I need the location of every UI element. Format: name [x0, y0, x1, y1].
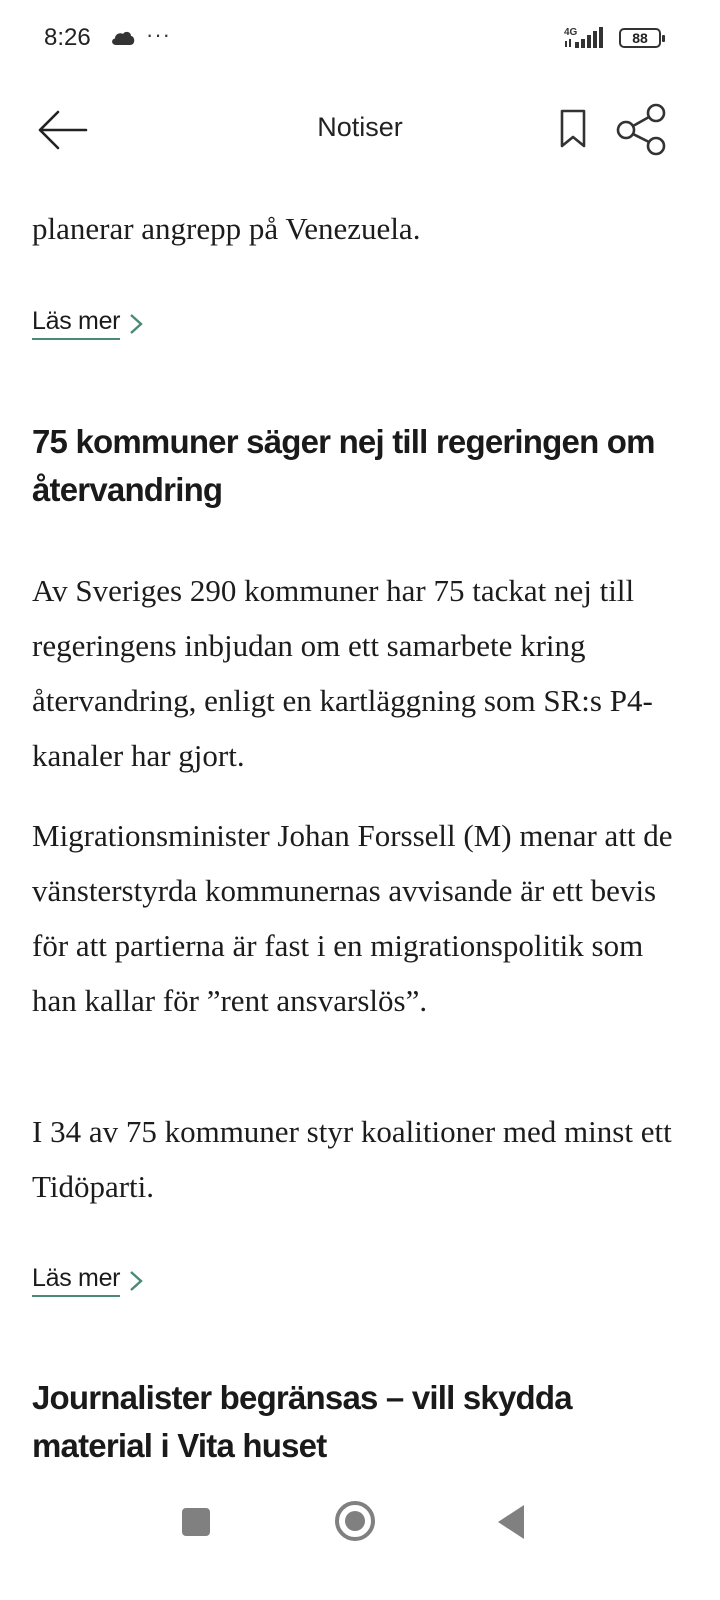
- app-header: [0, 90, 720, 170]
- read-more-link[interactable]: [32, 307, 144, 340]
- share-icon[interactable]: [612, 102, 672, 156]
- article-headline[interactable]: 75 kommuner säger nej till regeringen om återvandring: [32, 423, 655, 508]
- article-body-tail: planerar angrepp på Venezuela.: [32, 211, 421, 246]
- read-more-label: Läs mer: [32, 307, 120, 340]
- home-icon[interactable]: [335, 1501, 375, 1541]
- read-more-link[interactable]: [32, 1264, 144, 1297]
- chevron-right-icon: [128, 1269, 144, 1293]
- page-title: Notiser: [317, 112, 403, 142]
- chevron-right-icon: [128, 312, 144, 336]
- article-paragraph: Migrationsminister Johan Forssell (M) menar att de vänsterstyrda kommunernas avvisande är ett bevis för att partierna är fast i en migrationspolitik som han kallar för ”rent ansvarslös”.: [32, 818, 673, 1018]
- status-time: 8:26: [44, 24, 91, 51]
- signal-4g-icon: [563, 26, 609, 50]
- back-triangle-icon[interactable]: [498, 1505, 524, 1539]
- bookmark-icon[interactable]: [556, 108, 590, 150]
- system-nav-bar: [0, 1490, 720, 1560]
- article-paragraph: Av Sveriges 290 kommuner har 75 tackat nej till regeringens inbjudan om ett samarbete kring återvandring, enligt en kartläggning som SR:s P4-kanaler har gjort.: [32, 573, 653, 773]
- status-bar: [0, 0, 720, 78]
- battery-indicator: [619, 28, 661, 48]
- article-paragraph: I 34 av 75 kommuner styr koalitioner med minst ett Tidöparti.: [32, 1114, 672, 1204]
- article-headline[interactable]: Journalister begränsas – vill skydda material i Vita huset: [32, 1379, 572, 1464]
- read-more-label: Läs mer: [32, 1264, 120, 1297]
- recent-apps-icon[interactable]: [182, 1508, 210, 1536]
- battery-level: 88: [632, 30, 648, 46]
- cloud-icon: [110, 30, 136, 46]
- more-dots-icon: ···: [146, 22, 171, 47]
- svg-text:4G: 4G: [564, 27, 578, 38]
